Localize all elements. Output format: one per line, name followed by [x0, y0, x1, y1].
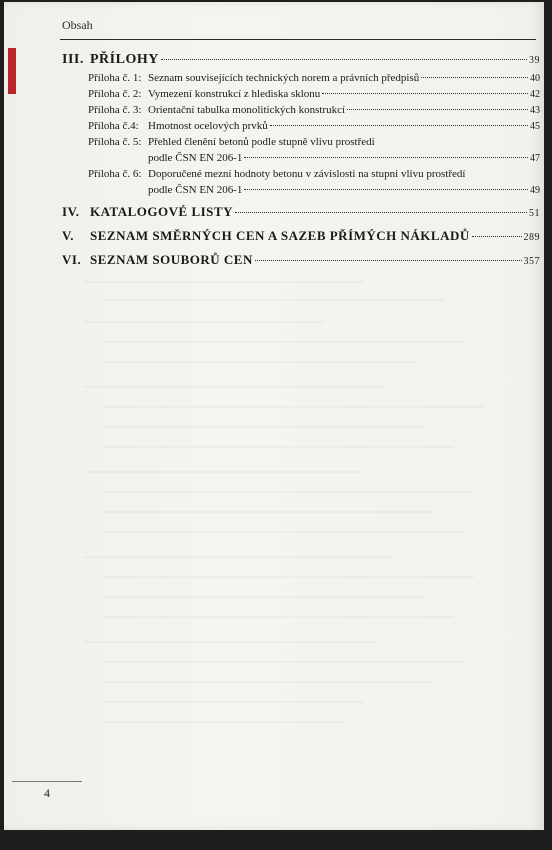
item-page: 47	[530, 153, 540, 164]
toc-item-priloha-6-cont[interactable]	[148, 184, 540, 196]
leader-dots	[421, 77, 528, 78]
section-page: 39	[529, 55, 540, 66]
section-number: III.	[62, 52, 84, 67]
item-title: Doporučené mezní hodnoty betonu v závislosti na stupni vlivu prostředí	[148, 168, 466, 180]
section-number: IV.	[62, 204, 80, 219]
toc-item-priloha-2[interactable]	[88, 88, 540, 100]
leader-dots	[322, 93, 528, 94]
footer-rule	[12, 781, 82, 782]
section-number: V.	[62, 228, 74, 243]
section-page: 289	[523, 232, 540, 243]
item-label: Příloha č. 1:	[88, 72, 142, 84]
show-through-texture	[64, 252, 524, 772]
red-edge-marker	[8, 48, 16, 94]
toc-item-priloha-3[interactable]	[88, 104, 540, 116]
leader-dots	[347, 109, 528, 110]
item-label: Příloha č. 6:	[88, 168, 142, 180]
running-header: Obsah	[62, 18, 93, 32]
section-title: SEZNAM SMĚRNÝCH CEN A SAZEB PŘÍMÝCH NÁKLADŮ	[90, 228, 470, 243]
section-page: 357	[523, 256, 540, 267]
item-title-continued: podle ČSN EN 206-1	[148, 184, 243, 196]
leader-dots	[244, 157, 528, 158]
toc-section-iii[interactable]	[62, 52, 540, 68]
item-page: 42	[530, 89, 540, 100]
leader-dots	[270, 125, 528, 126]
section-title: SEZNAM SOUBORŮ CEN	[90, 252, 253, 267]
item-title: Seznam souvisejících technických norem a právních předpisů	[148, 72, 420, 84]
leader-dots	[472, 236, 522, 237]
item-title-continued: podle ČSN EN 206-1	[148, 152, 243, 164]
item-label: Příloha č.4:	[88, 120, 139, 132]
section-number: VI.	[62, 252, 82, 267]
item-title: Vymezení konstrukcí z hlediska sklonu	[148, 88, 321, 100]
item-label: Příloha č. 2:	[88, 88, 142, 100]
item-page: 40	[530, 73, 540, 84]
item-page: 45	[530, 121, 540, 132]
section-title: KATALOGOVÉ LISTY	[90, 204, 233, 219]
item-page: 49	[530, 185, 540, 196]
item-title: Přehled členění betonů podle stupně vlivu prostředí	[148, 136, 375, 148]
book-page	[4, 2, 544, 830]
toc-item-priloha-5[interactable]	[88, 136, 540, 148]
item-title: Hmotnost ocelových prvků	[148, 120, 268, 132]
leader-dots	[161, 59, 527, 60]
leader-dots	[235, 212, 527, 213]
leader-dots	[244, 189, 528, 190]
toc-section-iv[interactable]	[62, 204, 540, 220]
toc-section-v[interactable]	[62, 228, 540, 244]
section-page: 51	[529, 208, 540, 219]
item-label: Příloha č. 3:	[88, 104, 142, 116]
item-page: 43	[530, 105, 540, 116]
page-number: 4	[44, 786, 50, 800]
section-title: PŘÍLOHY	[90, 52, 159, 67]
toc-item-priloha-4[interactable]	[88, 120, 540, 132]
item-title: Orientační tabulka monolitických konstrukcí	[148, 104, 346, 116]
toc-item-priloha-5-cont[interactable]	[148, 152, 540, 164]
toc-item-priloha-6[interactable]	[88, 168, 540, 180]
toc-item-priloha-1[interactable]	[88, 72, 540, 84]
header-rule	[60, 39, 536, 40]
item-label: Příloha č. 5:	[88, 136, 142, 148]
